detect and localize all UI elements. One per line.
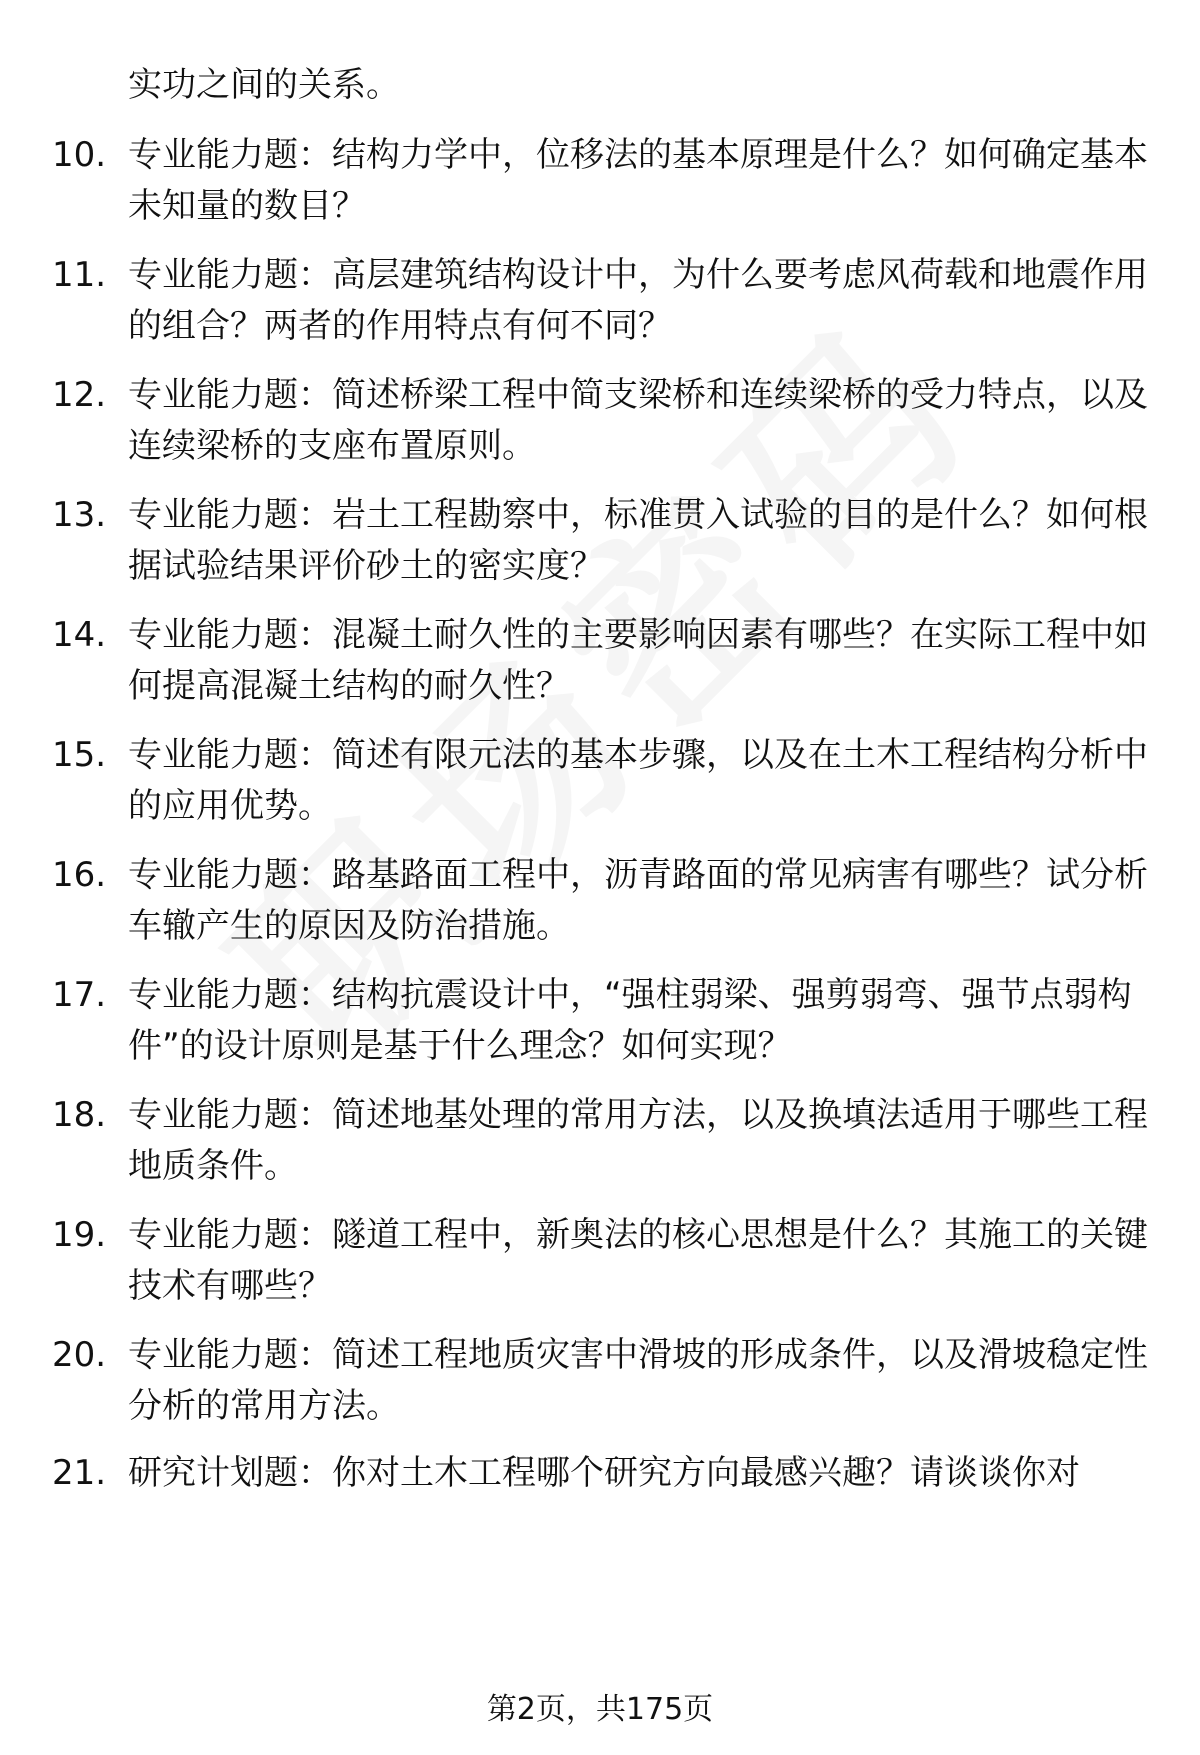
item-text: 专业能力题：岩土工程勘察中，标准贯入试验的目的是什么？如何根据试验结果评价砂土的密实度？ <box>128 495 1148 586</box>
item-text: 专业能力题：结构力学中，位移法的基本原理是什么？如何确定基本未知量的数目？ <box>128 135 1148 226</box>
item-number: 21. <box>52 1453 107 1493</box>
continued-paragraph: 实功之间的关系。 <box>128 65 400 105</box>
item-number: 19. <box>52 1215 107 1255</box>
item-text: 研究计划题：你对土木工程哪个研究方向最感兴趣？请谈谈你对 <box>128 1453 1080 1493</box>
item-number: 13. <box>52 495 107 535</box>
item-number: 12. <box>52 375 107 415</box>
item-text: 专业能力题：简述桥梁工程中简支梁桥和连续梁桥的受力特点，以及连续梁桥的支座布置原则。 <box>128 375 1148 466</box>
item-number: 16. <box>52 855 107 895</box>
item-number: 11. <box>52 255 107 295</box>
page-number-footer: 第2页，共175页 <box>486 1692 714 1727</box>
item-number: 14. <box>52 615 107 655</box>
item-number: 17. <box>52 975 107 1015</box>
item-number: 18. <box>52 1095 107 1135</box>
item-text: 专业能力题：高层建筑结构设计中，为什么要考虑风荷载和地震作用的组合？两者的作用特点有何不同？ <box>128 255 1148 346</box>
item-number: 20. <box>52 1335 107 1375</box>
item-text: 专业能力题：简述工程地质灾害中滑坡的形成条件，以及滑坡稳定性分析的常用方法。 <box>128 1335 1148 1426</box>
item-text: 专业能力题：混凝土耐久性的主要影响因素有哪些？在实际工程中如何提高混凝土结构的耐久性？ <box>128 615 1148 706</box>
item-number: 10. <box>52 135 107 175</box>
item-text: 专业能力题：路基路面工程中，沥青路面的常见病害有哪些？试分析车辙产生的原因及防治措施。 <box>128 855 1148 946</box>
item-text: 专业能力题：隧道工程中，新奥法的核心思想是什么？其施工的关键技术有哪些？ <box>128 1215 1148 1306</box>
item-text: 专业能力题：结构抗震设计中，“强柱弱梁、强剪弱弯、强节点弱构件”的设计原则是基于什么理念？如何实现？ <box>128 975 1132 1066</box>
item-number: 15. <box>52 735 107 775</box>
item-text: 专业能力题：简述有限元法的基本步骤，以及在土木工程结构分析中的应用优势。 <box>128 735 1148 826</box>
item-text: 专业能力题：简述地基处理的常用方法，以及换填法适用于哪些工程地质条件。 <box>128 1095 1148 1186</box>
